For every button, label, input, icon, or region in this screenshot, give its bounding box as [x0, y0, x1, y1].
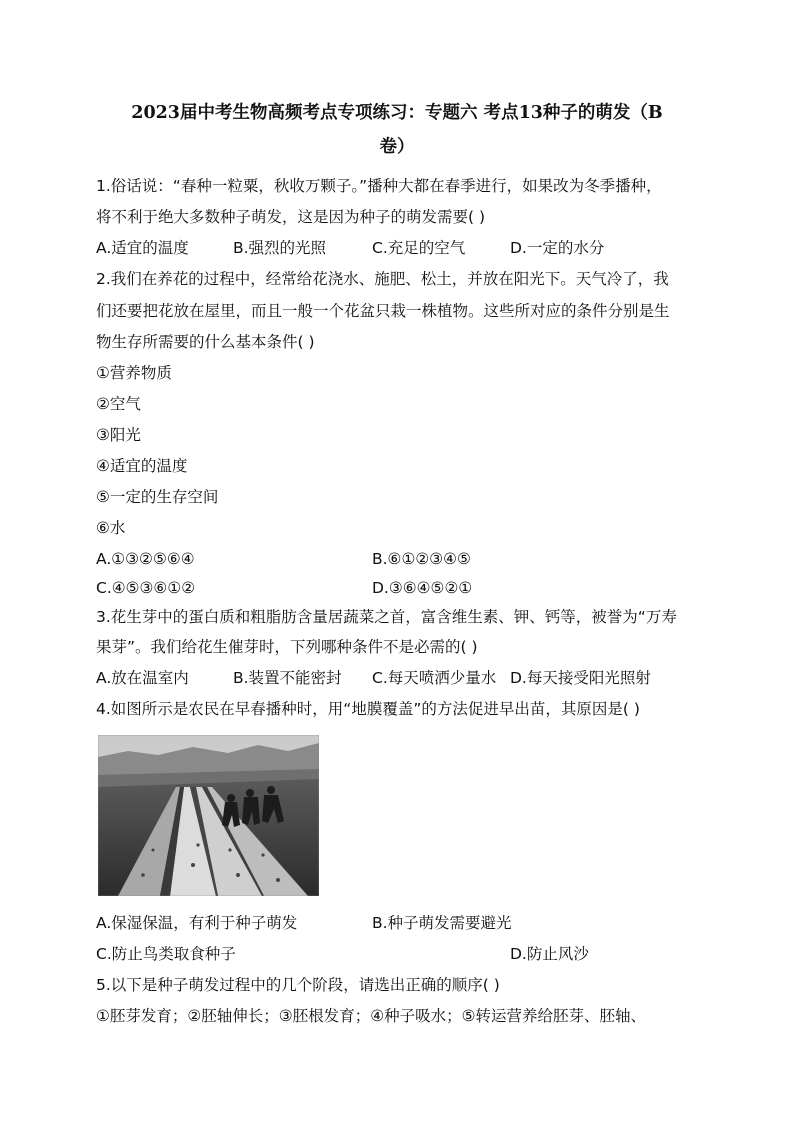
q2-option-a: A.①③②⑤⑥④ [96, 550, 195, 568]
q2-item-4: ④适宜的温度 [96, 457, 188, 475]
q4-option-c: C.防止鸟类取食种子 [96, 945, 236, 963]
q4-option-b: B.种子萌发需要避光 [372, 914, 512, 932]
title-line-1: 2023届中考生物高频考点专项练习：专题六 考点13种子的萌发（B [131, 103, 663, 123]
page-title [90, 96, 704, 164]
plastic-mulch-field-photo [98, 735, 319, 896]
q5-stem-line-1: 5.以下是种子萌发过程中的几个阶段，请选出正确的顺序( ) [96, 976, 500, 994]
q3-option-b: B.装置不能密封 [233, 669, 342, 687]
q1-stem-line-2: 将不利于绝大多数种子萌发，这是因为种子的萌发需要( ) [96, 208, 486, 226]
q2-item-6: ⑥水 [96, 519, 126, 537]
q1-option-c: C.充足的空气 [372, 239, 466, 257]
q3-stem-line-1: 3.花生芽中的蛋白质和粗脂肪含量居蔬菜之首，富含维生素、钾、钙等，被誉为“万寿 [96, 608, 677, 626]
q2-item-3: ③阳光 [96, 426, 141, 444]
q3-option-c: C.每天喷洒少量水 [372, 669, 497, 687]
q2-stem-line-2: 们还要把花放在屋里，而且一般一个花盆只栽一株植物。这些所对应的条件分别是生 [96, 302, 670, 320]
q2-stem-line-1: 2.我们在养花的过程中，经常给花浇水、施肥、松土，并放在阳光下。天气冷了，我 [96, 270, 669, 288]
q4-option-d: D.防止风沙 [510, 945, 589, 963]
title-line-2: 卷） [379, 137, 415, 157]
q3-stem-line-2: 果芽”。我们给花生催芽时，下列哪种条件不是必需的( ) [96, 638, 478, 656]
q2-item-2: ②空气 [96, 395, 141, 413]
q1-option-d: D.一定的水分 [510, 239, 605, 257]
q2-item-1: ①营养物质 [96, 364, 172, 382]
q2-option-c: C.④⑤③⑥①② [96, 579, 196, 597]
q2-item-5: ⑤一定的生存空间 [96, 488, 219, 506]
q5-stem-line-2: ①胚芽发育；②胚轴伸长；③胚根发育；④种子吸水；⑤转运营养给胚芽、胚轴、 [96, 1007, 646, 1025]
q3-option-a: A.放在温室内 [96, 669, 189, 687]
q1-option-a: A.适宜的温度 [96, 239, 189, 257]
q2-option-d: D.③⑥④⑤②① [372, 579, 473, 597]
q2-stem-line-3: 物生存所需要的什么基本条件( ) [96, 333, 315, 351]
q1-option-b: B.强烈的光照 [233, 239, 327, 257]
q4-stem-line-1: 4.如图所示是农民在早春播种时，用“地膜覆盖”的方法促进早出苗，其原因是( ) [96, 700, 640, 718]
q1-stem-line-1: 1.俗话说：“春种一粒粟，秋收万颗子。”播种大都在春季进行，如果改为冬季播种， [96, 177, 662, 195]
q3-option-d: D.每天接受阳光照射 [510, 669, 651, 687]
q4-option-a: A.保湿保温，有利于种子萌发 [96, 914, 298, 932]
q2-option-b: B.⑥①②③④⑤ [372, 550, 471, 568]
